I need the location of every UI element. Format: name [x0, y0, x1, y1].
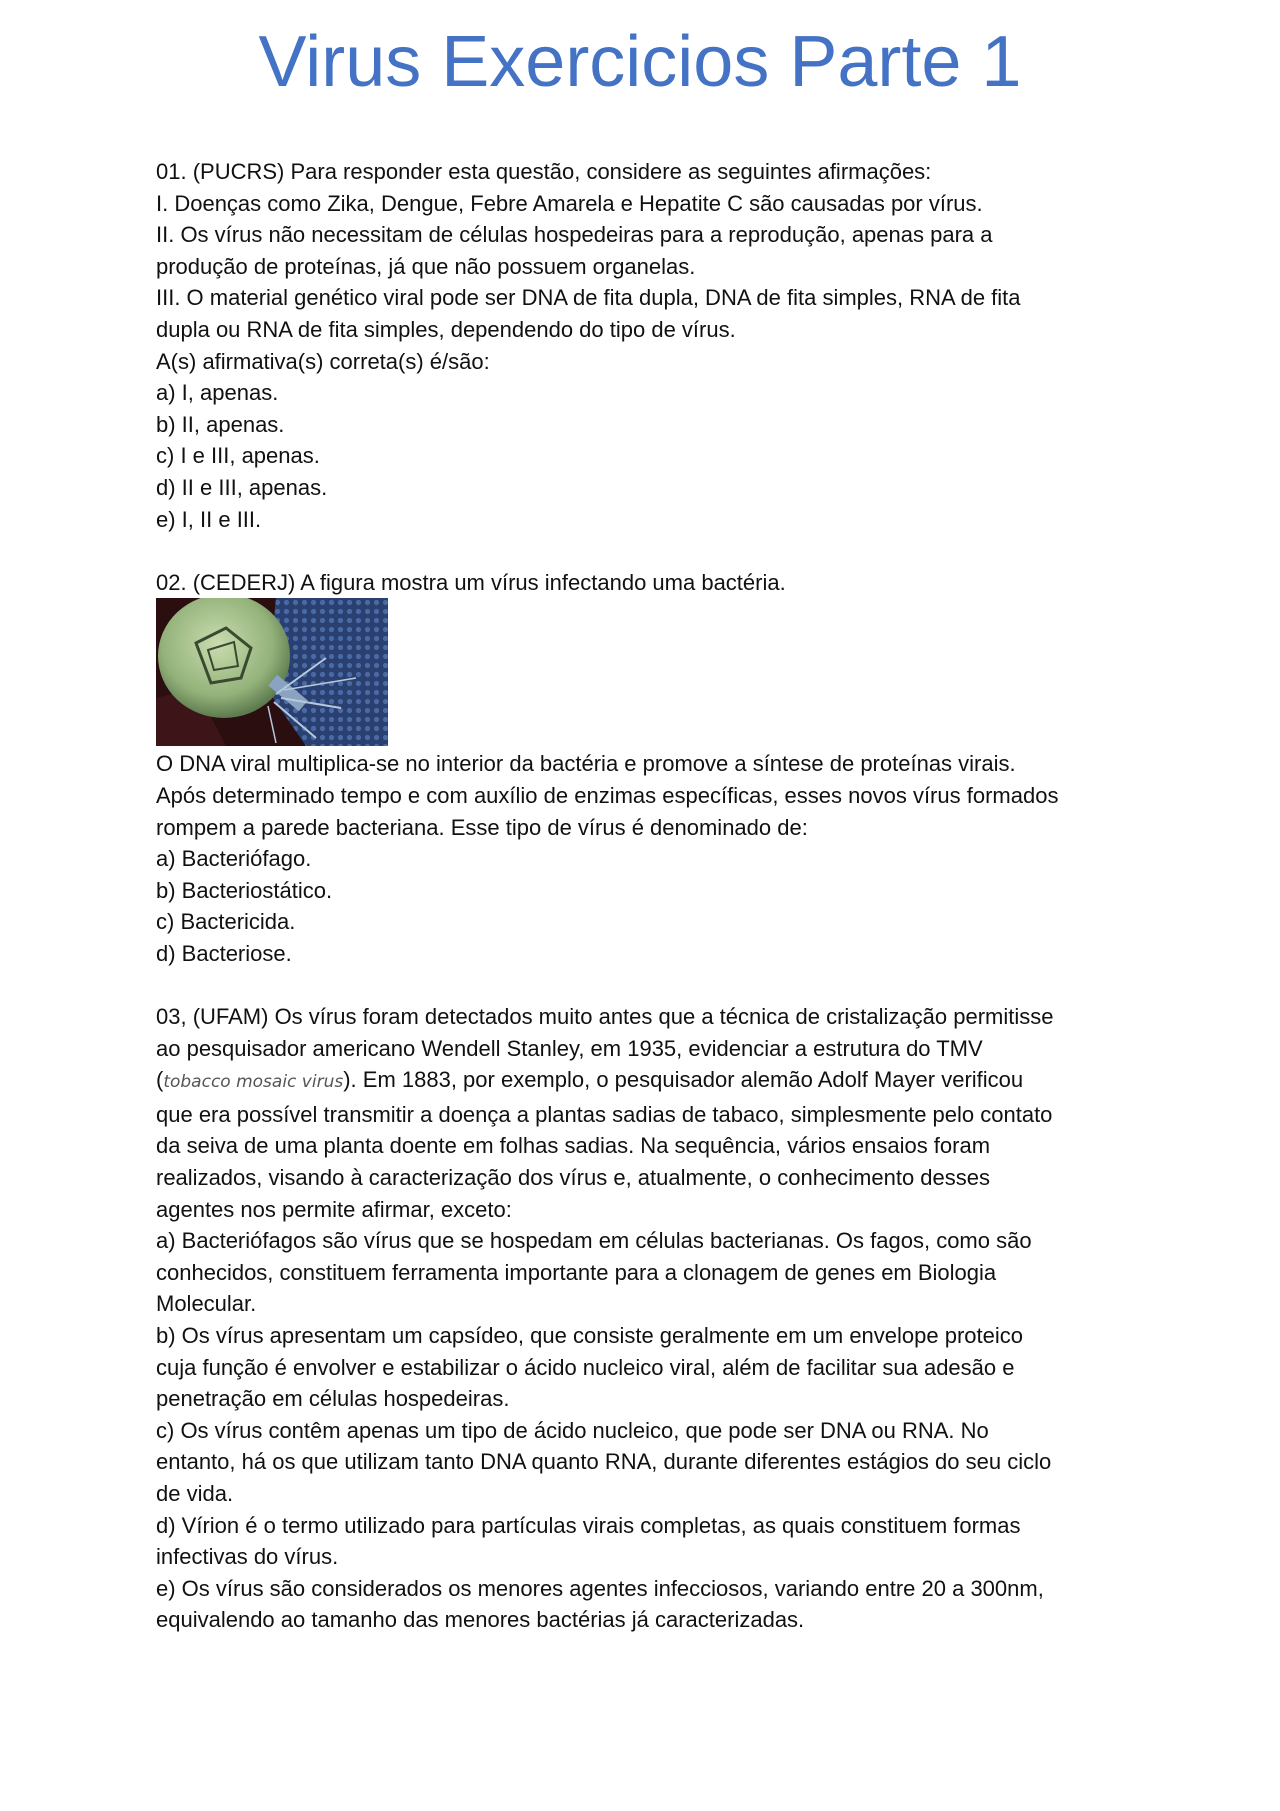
q1-option-e: e) I, II e III. [156, 506, 262, 532]
q3-option-b-cont: penetração em células hospedeiras. [156, 1386, 510, 1412]
q2-option-b: b) Bacteriostático. [156, 877, 333, 903]
q1-option-a: a) I, apenas. [156, 380, 279, 406]
q3-option-c-cont: de vida. [156, 1480, 234, 1506]
q1-line: A(s) afirmativa(s) correta(s) é/são: [156, 348, 490, 374]
bacteriophage-infecting-bacterium-image [156, 598, 388, 746]
q3-option-d-cont: infectivas do vírus. [156, 1544, 339, 1570]
q3-paren-open: ( [156, 1067, 164, 1093]
blank-line [156, 535, 1131, 567]
q3-line: realizados, visando à caracterização dos vírus e, atualmente, o conhecimento desses [156, 1165, 991, 1191]
question-3 [156, 1001, 1131, 1636]
q3-line: da seiva de uma planta doente em folhas sadias. Na sequência, vários ensaios foram [156, 1133, 991, 1159]
q2-option-a: a) Bacteriófago. [156, 846, 312, 872]
q2-line: rompem a parede bacteriana. Esse tipo de vírus é denominado de: [156, 814, 808, 840]
q3-line: que era possível transmitir a doença a plantas sadias de tabaco, simplesmente pelo contato [156, 1101, 1053, 1127]
question-2 [156, 567, 1131, 970]
q3-line: 03, (UFAM) Os vírus foram detectados muito antes que a técnica de cristalização permitisse [156, 1004, 1054, 1030]
q1-line: 01. (PUCRS) Para responder esta questão, considere as seguintes afirmações: [156, 159, 932, 184]
q3-option-b-cont: cuja função é envolver e estabilizar o ácido nucleico viral, além de facilitar sua adesão e [156, 1354, 1015, 1380]
q3-line-rest: ). Em 1883, por exemplo, o pesquisador alemão Adolf Mayer verificou [343, 1067, 1024, 1093]
q3-italic-term: tobacco mosaic virus [163, 1072, 344, 1093]
q3-option-a-cont: Molecular. [156, 1291, 257, 1317]
q2-heading: 02. (CEDERJ) A figura mostra um vírus infectando uma bactéria. [156, 569, 786, 595]
q1-line: II. Os vírus não necessitam de células hospedeiras para a reprodução, apenas para a [156, 222, 993, 248]
q1-line: I. Doenças como Zika, Dengue, Febre Amarela e Hepatite C são causadas por vírus. [156, 190, 983, 216]
q3-option-a-cont: conhecidos, constituem ferramenta importante para a clonagem de genes em Biologia [156, 1259, 997, 1285]
q3-line: ao pesquisador americano Wendell Stanley, em 1935, evidenciar a estrutura do TMV [156, 1035, 983, 1061]
q1-line: produção de proteínas, já que não possuem organelas. [156, 253, 696, 279]
question-1 [156, 156, 1131, 535]
q1-option-d: d) II e III, apenas. [156, 474, 328, 500]
q3-option-e: e) Os vírus são considerados os menores agentes infecciosos, variando entre 20 a 300nm, [156, 1575, 1044, 1601]
q2-option-d: d) Bacteriose. [156, 940, 292, 966]
q3-option-a: a) Bacteriófagos são vírus que se hospedam em células bacterianas. Os fagos, como são [156, 1228, 1032, 1254]
q3-option-d: d) Vírion é o termo utilizado para partículas virais completas, as quais constituem formas [156, 1512, 1021, 1538]
q1-line: dupla ou RNA de fita simples, dependendo do tipo de vírus. [156, 316, 736, 342]
q3-line [156, 1064, 1131, 1099]
document-body [156, 156, 1131, 1636]
q2-line: O DNA viral multiplica-se no interior da bactéria e promove a síntese de proteínas virais. [156, 751, 1016, 777]
page-title: Virus Exercicios Parte 1 [258, 22, 1022, 102]
q1-line: III. O material genético viral pode ser DNA de fita dupla, DNA de fita simples, RNA de fita [156, 285, 1021, 311]
q1-option-c: c) I e III, apenas. [156, 443, 320, 469]
q2-option-c: c) Bactericida. [156, 909, 296, 935]
q3-option-e-cont: equivalendo ao tamanho das menores bactérias já caracterizadas. [156, 1607, 805, 1633]
q3-option-b: b) Os vírus apresentam um capsídeo, que consiste geralmente em um envelope proteico [156, 1323, 1024, 1348]
q3-option-c: c) Os vírus contêm apenas um tipo de ácido nucleico, que pode ser DNA ou RNA. No [156, 1417, 989, 1443]
q3-option-c-cont: entanto, há os que utilizam tanto DNA quanto RNA, durante diferentes estágios do seu ciclo [156, 1449, 1052, 1475]
q3-line: agentes nos permite afirmar, exceto: [156, 1196, 512, 1222]
q2-line: Após determinado tempo e com auxílio de enzimas específicas, esses novos vírus formados [156, 782, 1059, 808]
q1-option-b: b) II, apenas. [156, 411, 285, 437]
blank-line [156, 969, 1131, 1001]
